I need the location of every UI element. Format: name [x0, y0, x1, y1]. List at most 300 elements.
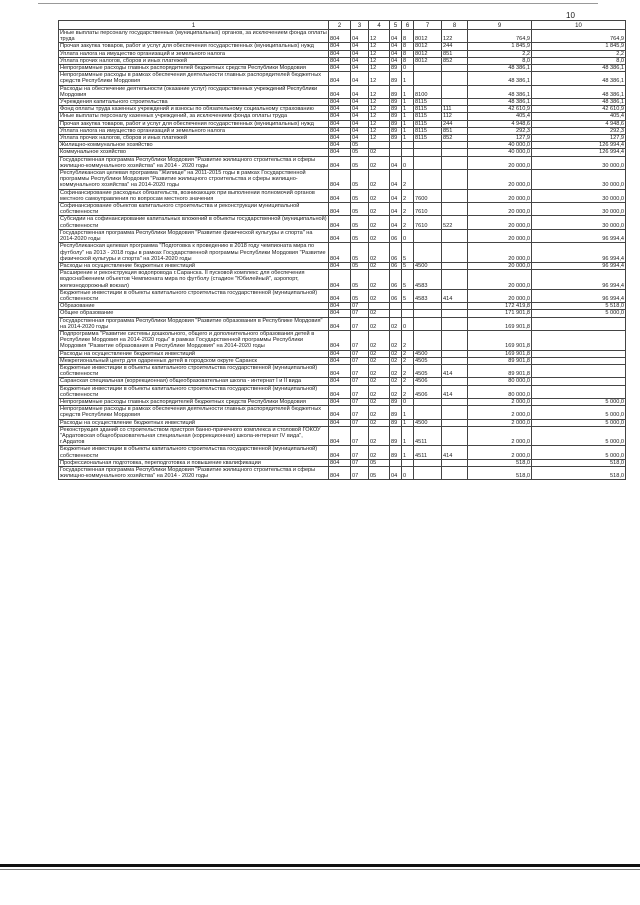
code-cell [442, 467, 468, 480]
code-cell: 0 [402, 229, 414, 242]
code-cell: 02 [369, 350, 390, 357]
header-cell: 1 [59, 21, 329, 30]
amount-cell: 4 948,6 [532, 120, 626, 127]
code-cell: 12 [369, 57, 390, 64]
code-cell [442, 378, 468, 385]
code-cell: 8115 [414, 127, 442, 134]
code-cell: 07 [351, 426, 369, 446]
amount-cell: 48 386,1 [532, 72, 626, 85]
amount-cell: 2 000,0 [468, 419, 532, 426]
code-cell: 04 [351, 65, 369, 72]
row-name: Непрограммные расходы в рамках обеспечения деятельности главных распорядителей бюджетных средств Республики Мордовия [59, 72, 329, 85]
code-cell: 02 [390, 350, 402, 357]
code-cell: 02 [369, 426, 390, 446]
amount-cell [532, 317, 626, 330]
code-cell [414, 330, 442, 350]
code-cell: 851 [442, 127, 468, 134]
amount-cell: 5 518,0 [532, 303, 626, 310]
code-cell: 04 [390, 216, 402, 229]
row-name: Реконструкция зданий со строительством пристроя банно-прачечного комплекса и столовой ГОКОУ "Ардатовская общеобразовательная специальная (коррекционная) школа-интернат IV вида", г.Ардатов [59, 426, 329, 446]
code-cell: 89 [390, 127, 402, 134]
amount-cell: 20 000,0 [468, 170, 532, 190]
table-row [59, 216, 626, 229]
code-cell: 1 [402, 72, 414, 85]
code-cell: 122 [442, 30, 468, 43]
code-cell: 89 [390, 426, 402, 446]
code-cell: 12 [369, 65, 390, 72]
code-cell: 5 [402, 243, 414, 263]
code-cell: 04 [351, 57, 369, 64]
code-cell: 414 [442, 385, 468, 398]
code-cell: 04 [390, 50, 402, 57]
code-cell: 1 [402, 406, 414, 419]
code-cell: 804 [329, 446, 351, 459]
code-cell: 07 [351, 310, 369, 317]
amount-cell: 518,0 [532, 459, 626, 466]
amount-cell: 30 000,0 [532, 156, 626, 169]
amount-cell: 80 000,0 [468, 378, 532, 385]
table-row [59, 50, 626, 57]
amount-cell: 518,0 [468, 467, 532, 480]
code-cell: 2 [402, 216, 414, 229]
code-cell: 04 [390, 156, 402, 169]
row-name: Уплата налога на имущество организаций и земельного налога [59, 127, 329, 134]
code-cell: 1 [402, 446, 414, 459]
code-cell: 89 [390, 419, 402, 426]
row-name: Иные выплаты персоналу государственных (муниципальных) органов, за исключением фонда оплаты труда [60, 30, 327, 43]
code-cell: 804 [329, 406, 351, 419]
row-name: Республиканская целевая программа "Жилище" на 2011-2015 годы в рамках Государственной программы Республики Мордовия "Развитие жилищного строительства и сферы жилищно-коммунального хозяйства" на 2014-2020 годы [59, 170, 329, 190]
code-cell [442, 426, 468, 446]
row-name: Бюджетные инвестиции в объекты капитального строительства государственной (муниципальной) собственности [59, 289, 329, 302]
code-cell: 804 [329, 127, 351, 134]
table-row [59, 72, 626, 85]
code-cell: 4511 [414, 446, 442, 459]
code-cell [442, 317, 468, 330]
code-cell: 8115 [414, 120, 442, 127]
code-cell [442, 170, 468, 190]
code-cell: 05 [351, 229, 369, 242]
table-row [59, 317, 626, 330]
code-cell [414, 149, 442, 156]
code-cell: 0 [402, 317, 414, 330]
amount-cell: 42 610,9 [468, 106, 532, 113]
code-cell: 04 [351, 85, 369, 98]
code-cell: 5 [402, 262, 414, 269]
code-cell: 02 [369, 419, 390, 426]
amount-cell: 30 000,0 [532, 170, 626, 190]
code-cell: 07 [351, 378, 369, 385]
header-row [59, 21, 626, 30]
code-cell: 804 [329, 85, 351, 98]
code-cell [414, 459, 442, 466]
code-cell: 1 [402, 127, 414, 134]
amount-cell: 8,0 [468, 57, 532, 64]
amount-cell: 96 994,4 [532, 289, 626, 302]
code-cell [442, 189, 468, 202]
code-cell: 02 [369, 229, 390, 242]
code-cell: 12 [369, 127, 390, 134]
code-cell: 04 [351, 127, 369, 134]
amount-cell [532, 385, 626, 398]
code-cell: 804 [329, 142, 351, 149]
amount-cell: 169 901,8 [468, 330, 532, 350]
code-cell: 4505 [414, 364, 442, 377]
code-cell: 89 [390, 398, 402, 405]
code-cell: 804 [329, 350, 351, 357]
row-name: Бюджетные инвестиции в объекты капитального строительства государственной (муниципальной) собственности [59, 364, 329, 377]
code-cell: 07 [351, 419, 369, 426]
amount-cell: 405,4 [532, 113, 626, 120]
code-cell: 05 [369, 467, 390, 480]
code-cell: 07 [351, 406, 369, 419]
code-cell: 4583 [414, 289, 442, 302]
code-cell: 8100 [414, 85, 442, 98]
amount-cell: 30 000,0 [532, 203, 626, 216]
table-row [59, 229, 626, 242]
code-cell [402, 303, 414, 310]
amount-cell: 2 000,0 [468, 398, 532, 405]
amount-cell: 20 000,0 [468, 216, 532, 229]
code-cell: 05 [351, 156, 369, 169]
code-cell [442, 303, 468, 310]
code-cell: 02 [369, 446, 390, 459]
code-cell: 12 [369, 106, 390, 113]
code-cell: 804 [329, 330, 351, 350]
row-name: Расходы на осуществление бюджетных инвестиций [59, 262, 329, 269]
code-cell: 07 [351, 317, 369, 330]
code-cell: 04 [351, 120, 369, 127]
code-cell: 02 [390, 378, 402, 385]
table-row [59, 467, 626, 480]
row-name: Профессиональная подготовка, переподготовка и повышение квалификации [59, 459, 329, 466]
code-cell: 2 [402, 364, 414, 377]
amount-cell: 42 610,9 [532, 106, 626, 113]
code-cell [390, 303, 402, 310]
code-cell: 244 [442, 43, 468, 50]
code-cell: 04 [351, 99, 369, 106]
code-cell: 852 [442, 57, 468, 64]
table-row [59, 65, 626, 72]
header-cell: 3 [351, 21, 369, 30]
code-cell: 02 [369, 170, 390, 190]
code-cell: 804 [329, 426, 351, 446]
table-row [59, 426, 626, 446]
row-name: Уплата прочих налогов, сборов и иных платежей [59, 57, 329, 64]
code-cell: 804 [329, 317, 351, 330]
code-cell [369, 142, 390, 149]
code-cell: 04 [390, 43, 402, 50]
code-cell: 0 [402, 156, 414, 169]
amount-cell: 96 994,4 [532, 229, 626, 242]
code-cell [442, 357, 468, 364]
table-row [59, 310, 626, 317]
code-cell: 89 [390, 106, 402, 113]
code-cell: 05 [351, 243, 369, 263]
code-cell: 07 [351, 459, 369, 466]
amount-cell: 48 386,1 [468, 99, 532, 106]
code-cell [442, 65, 468, 72]
code-cell: 4500 [414, 262, 442, 269]
row-name: Бюджетные инвестиции в объекты капитального строительства государственной (муниципальной) собственности [59, 446, 329, 459]
header-cell: 8 [442, 21, 468, 30]
table-row [59, 398, 626, 405]
code-cell: 04 [390, 30, 402, 43]
row-name: Фонд оплаты труда казенных учреждений и взносы по обязательному социальному страхованию [59, 106, 329, 113]
code-cell: 804 [329, 120, 351, 127]
code-cell: 804 [329, 467, 351, 480]
code-cell: 02 [369, 189, 390, 202]
code-cell [442, 229, 468, 242]
code-cell: 804 [329, 72, 351, 85]
code-cell: 804 [329, 303, 351, 310]
code-cell: 05 [351, 189, 369, 202]
amount-cell: 2,2 [468, 50, 532, 57]
code-cell [442, 243, 468, 263]
table-row [59, 330, 626, 350]
code-cell: 5 [402, 270, 414, 290]
code-cell: 02 [369, 310, 390, 317]
table-row [59, 459, 626, 466]
code-cell: 02 [369, 406, 390, 419]
amount-cell: 5 000,0 [532, 310, 626, 317]
amount-cell: 171 901,8 [468, 310, 532, 317]
amount-cell: 2 000,0 [468, 426, 532, 446]
code-cell: 02 [369, 262, 390, 269]
amount-cell: 30 000,0 [532, 216, 626, 229]
table-row [59, 262, 626, 269]
table-row [59, 120, 626, 127]
row-name: Государственная программа Республики Мордовия "Развитие физической культуры и спорта" на 2014-2020 годы [59, 229, 329, 242]
code-cell: 02 [369, 364, 390, 377]
amount-cell: 8,0 [532, 57, 626, 64]
code-cell [414, 310, 442, 317]
code-cell: 04 [390, 170, 402, 190]
code-cell: 89 [390, 65, 402, 72]
code-cell: 04 [351, 30, 369, 43]
code-cell: 804 [329, 203, 351, 216]
code-cell: 8115 [414, 99, 442, 106]
amount-cell: 172 419,8 [468, 303, 532, 310]
row-name: Расходы на осуществление бюджетных инвестиций [59, 419, 329, 426]
table-row [59, 303, 626, 310]
amount-cell: 48 386,1 [532, 65, 626, 72]
code-cell: 8 [402, 30, 414, 43]
code-cell: 804 [329, 156, 351, 169]
code-cell: 414 [442, 446, 468, 459]
table-row [59, 203, 626, 216]
table-row [59, 243, 626, 263]
code-cell: 12 [369, 50, 390, 57]
table-row [59, 364, 626, 377]
code-cell: 06 [390, 270, 402, 290]
code-cell: 89 [390, 72, 402, 85]
code-cell: 02 [369, 203, 390, 216]
code-cell: 06 [390, 243, 402, 263]
amount-cell: 20 000,0 [468, 243, 532, 263]
code-cell: 804 [329, 385, 351, 398]
top-rule [38, 3, 598, 4]
code-cell: 02 [369, 385, 390, 398]
amount-cell: 20 000,0 [468, 156, 532, 169]
page-number: 10 [566, 11, 575, 20]
row-name: Образование [59, 303, 329, 310]
amount-cell [532, 330, 626, 350]
code-cell: 07 [351, 385, 369, 398]
code-cell [442, 330, 468, 350]
code-cell: 804 [329, 57, 351, 64]
code-cell: 804 [329, 310, 351, 317]
amount-cell [532, 364, 626, 377]
table-row [59, 419, 626, 426]
table-row [59, 446, 626, 459]
code-cell: 804 [329, 135, 351, 142]
code-cell [442, 262, 468, 269]
table-row [59, 99, 626, 106]
code-cell: 0 [402, 467, 414, 480]
code-cell: 414 [442, 289, 468, 302]
code-cell: 04 [390, 203, 402, 216]
code-cell: 04 [351, 113, 369, 120]
code-cell: 12 [369, 72, 390, 85]
code-cell: 89 [390, 135, 402, 142]
code-cell: 05 [351, 262, 369, 269]
code-cell: 2 [402, 385, 414, 398]
amount-cell: 96 994,4 [532, 270, 626, 290]
header-cell: 5 [390, 21, 402, 30]
table-row [59, 113, 626, 120]
amount-cell: 89 901,8 [468, 364, 532, 377]
table-row [59, 189, 626, 202]
code-cell: 804 [329, 289, 351, 302]
table-row [59, 270, 626, 290]
code-cell: 02 [369, 378, 390, 385]
code-cell: 02 [369, 270, 390, 290]
code-cell: 804 [329, 364, 351, 377]
amount-cell: 40 000,0 [468, 142, 532, 149]
code-cell: 4583 [414, 270, 442, 290]
code-cell: 02 [390, 357, 402, 364]
code-cell: 8012 [414, 50, 442, 57]
code-cell: 7610 [414, 216, 442, 229]
code-cell [442, 398, 468, 405]
table-row [59, 357, 626, 364]
row-name: Уплата прочих налогов, сборов и иных платежей [59, 135, 329, 142]
code-cell: 8115 [414, 113, 442, 120]
code-cell [442, 149, 468, 156]
code-cell [442, 142, 468, 149]
code-cell: 7600 [414, 189, 442, 202]
amount-cell: 764,9 [532, 30, 626, 43]
bottom-rule [0, 864, 640, 867]
row-name: Общее образование [59, 310, 329, 317]
amount-cell: 20 000,0 [468, 203, 532, 216]
code-cell: 02 [369, 398, 390, 405]
code-cell [414, 398, 442, 405]
code-cell: 4506 [414, 385, 442, 398]
code-cell: 1 [402, 419, 414, 426]
code-cell: 05 [351, 203, 369, 216]
code-cell: 8 [402, 57, 414, 64]
code-cell: 804 [329, 189, 351, 202]
amount-cell [532, 357, 626, 364]
code-cell [442, 99, 468, 106]
code-cell [414, 467, 442, 480]
code-cell: 12 [369, 43, 390, 50]
row-name: Непрограммные расходы главных распорядителей бюджетных средств Республики Мордовия [59, 398, 329, 405]
table-row [59, 135, 626, 142]
code-cell [442, 310, 468, 317]
code-cell: 804 [329, 43, 351, 50]
row-name: Расходы на обеспечение деятельности (оказание услуг) государственных учреждений Республики Мордовия [59, 85, 329, 98]
code-cell: 2 [402, 189, 414, 202]
code-cell: 05 [351, 216, 369, 229]
code-cell: 804 [329, 50, 351, 57]
code-cell: 804 [329, 262, 351, 269]
code-cell: 2 [402, 203, 414, 216]
code-cell: 7610 [414, 203, 442, 216]
code-cell: 112 [442, 113, 468, 120]
code-cell: 804 [329, 243, 351, 263]
row-name: Государственная программа Республики Мордовия "Развитие жилищного строительства и сферы жилищно-коммунального хозяйства" на 2014 - 2020 годы [59, 156, 329, 169]
code-cell: 804 [329, 216, 351, 229]
code-cell: 04 [351, 50, 369, 57]
amount-cell: 96 994,4 [532, 243, 626, 263]
code-cell: 06 [390, 289, 402, 302]
code-cell: 804 [329, 170, 351, 190]
amount-cell: 4 948,6 [468, 120, 532, 127]
amount-cell: 20 000,0 [468, 262, 532, 269]
header-cell: 4 [369, 21, 390, 30]
code-cell: 804 [329, 419, 351, 426]
code-cell: 2 [402, 330, 414, 350]
code-cell: 2 [402, 170, 414, 190]
row-name: Прочая закупка товаров, работ и услуг для обеспечения государственных (муниципальных) нужд [59, 43, 329, 50]
code-cell: 02 [369, 243, 390, 263]
amount-cell: 30 000,0 [532, 189, 626, 202]
code-cell: 804 [329, 357, 351, 364]
code-cell: 4505 [414, 357, 442, 364]
amount-cell: 127,9 [532, 135, 626, 142]
code-cell [442, 459, 468, 466]
amount-cell [532, 378, 626, 385]
code-cell: 804 [329, 398, 351, 405]
code-cell: 89 [390, 113, 402, 120]
code-cell [414, 65, 442, 72]
table-row [59, 378, 626, 385]
code-cell [414, 317, 442, 330]
code-cell: 89 [390, 446, 402, 459]
code-cell: 1 [402, 106, 414, 113]
row-name: Государственная программа Республики Мордовия "Развитие жилищного строительства и сферы жилищно-коммунального хозяйства" на 2014 - 2020 годы [59, 467, 329, 480]
amount-cell: 764,9 [468, 30, 532, 43]
code-cell [414, 170, 442, 190]
code-cell: 4500 [414, 419, 442, 426]
code-cell [414, 142, 442, 149]
code-cell: 02 [369, 156, 390, 169]
table-row [59, 57, 626, 64]
row-name: Учреждения капитального строительства [59, 99, 329, 106]
row-name: Подпрограмма "Развитие системы дошкольного, общего и дополнительного образования детей в Республике Мордовия на 2014-2020 годы" в рамках Государственной программы Республики Мордовия "Развитие образования в Республике Мордовия" на 2014-2020 годы [59, 330, 329, 350]
amount-cell: 48 386,1 [468, 65, 532, 72]
row-name: Непрограммные расходы главных распорядителей бюджетных средств Республики Мордовия [59, 65, 329, 72]
table-row [59, 30, 626, 43]
row-name: Расходы на осуществление бюджетных инвестиций [59, 350, 329, 357]
amount-cell: 48 386,1 [468, 72, 532, 85]
bottom-rule-thin [0, 869, 640, 870]
code-cell [390, 142, 402, 149]
amount-cell: 20 000,0 [468, 229, 532, 242]
